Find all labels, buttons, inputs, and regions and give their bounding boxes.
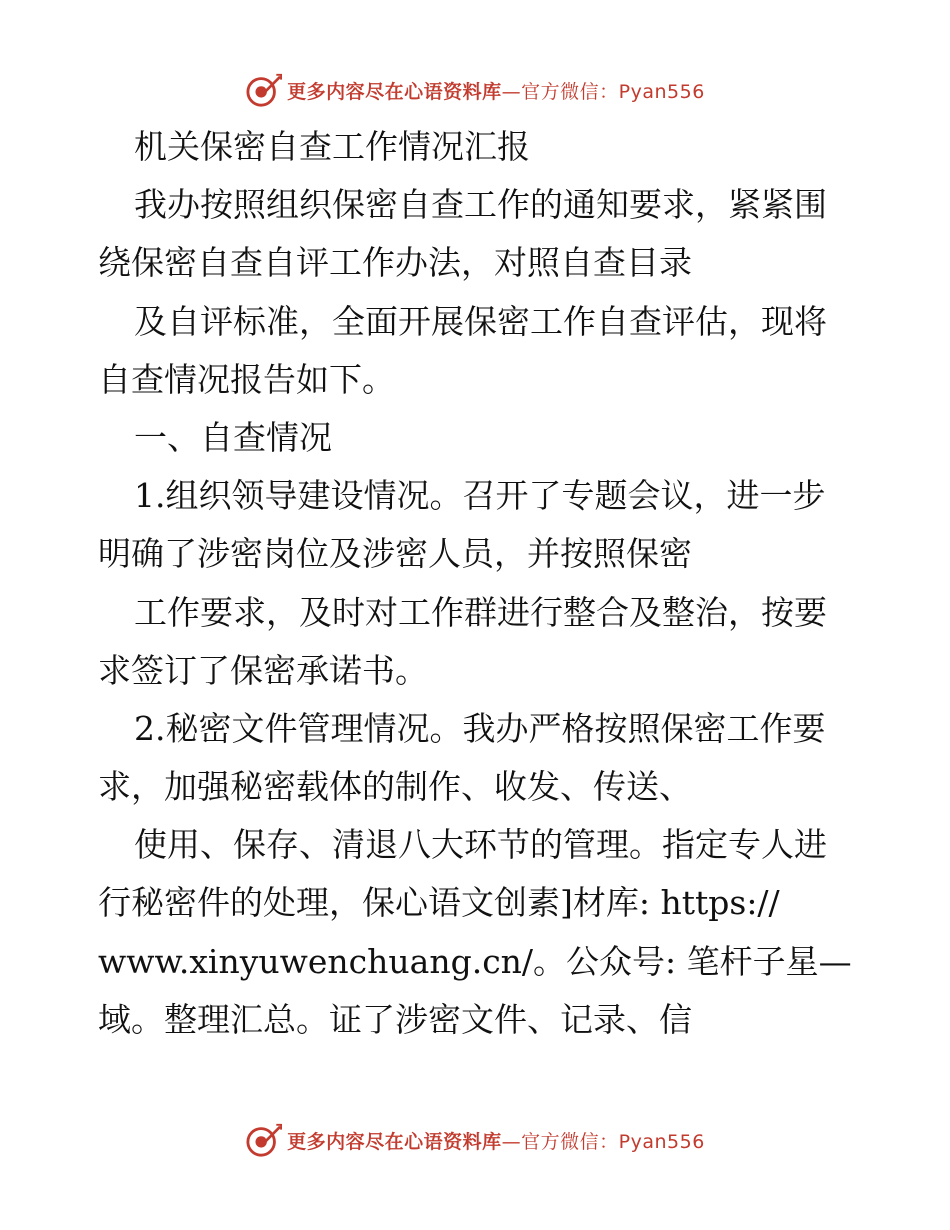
logo-icon: [245, 72, 283, 108]
text-line: 使用、保存、清退八大环节的管理。指定专人进: [134, 825, 827, 865]
text-line: 机关保密自查工作情况汇报: [134, 127, 530, 166]
document-body: [98, 118, 858, 1049]
text-line: 明确了涉密岗位及涉密人员，并按照保密: [98, 534, 692, 574]
text-line: 2.秘密文件管理情况。我办严格按照保密工作要: [134, 708, 826, 748]
text-line: 及自评标准，全面开展保密工作自查评估，现将: [134, 301, 827, 341]
text-line: www.xinyuwenchuang.cn/。公众号: 笔杆子星—: [98, 941, 852, 981]
text-line: 1.组织领导建设情况。召开了专题会议，进一步: [134, 476, 826, 516]
text-line: 求，加强秘密载体的制作、收发、传送、: [98, 767, 692, 807]
banner-wechat-text: 官方微信：Pyan556: [521, 80, 705, 103]
text-line: 绕保密自查自评工作办法，对照自查目录: [98, 243, 692, 283]
banner-wechat-text: 官方微信：Pyan556: [521, 1130, 705, 1153]
text-line: 自查情况报告如下。: [98, 359, 395, 399]
footer-banner: [0, 1120, 950, 1160]
header-banner: [0, 70, 950, 110]
banner-main-text: 更多内容尽在心语资料库: [287, 80, 502, 103]
banner-main-text: 更多内容尽在心语资料库: [287, 1130, 502, 1153]
text-line: 我办按照组织保密自查工作的通知要求，紧紧围: [134, 185, 827, 225]
text-line: 求签订了保密承诺书。: [98, 650, 428, 690]
text-line: 工作要求，及时对工作群进行整合及整治，按要: [134, 592, 827, 632]
text-line: 域。整理汇总。证了涉密文件、记录、信: [98, 999, 692, 1039]
logo-icon: [245, 1122, 283, 1158]
banner-text: [287, 77, 705, 104]
text-line: 一、自查情况: [134, 417, 332, 457]
text-line: 行秘密件的处理，保心语文创素]材库: https://: [98, 883, 780, 923]
banner-dash: —: [501, 80, 522, 103]
banner-dash: —: [501, 1130, 522, 1153]
banner-text: [287, 1127, 705, 1154]
